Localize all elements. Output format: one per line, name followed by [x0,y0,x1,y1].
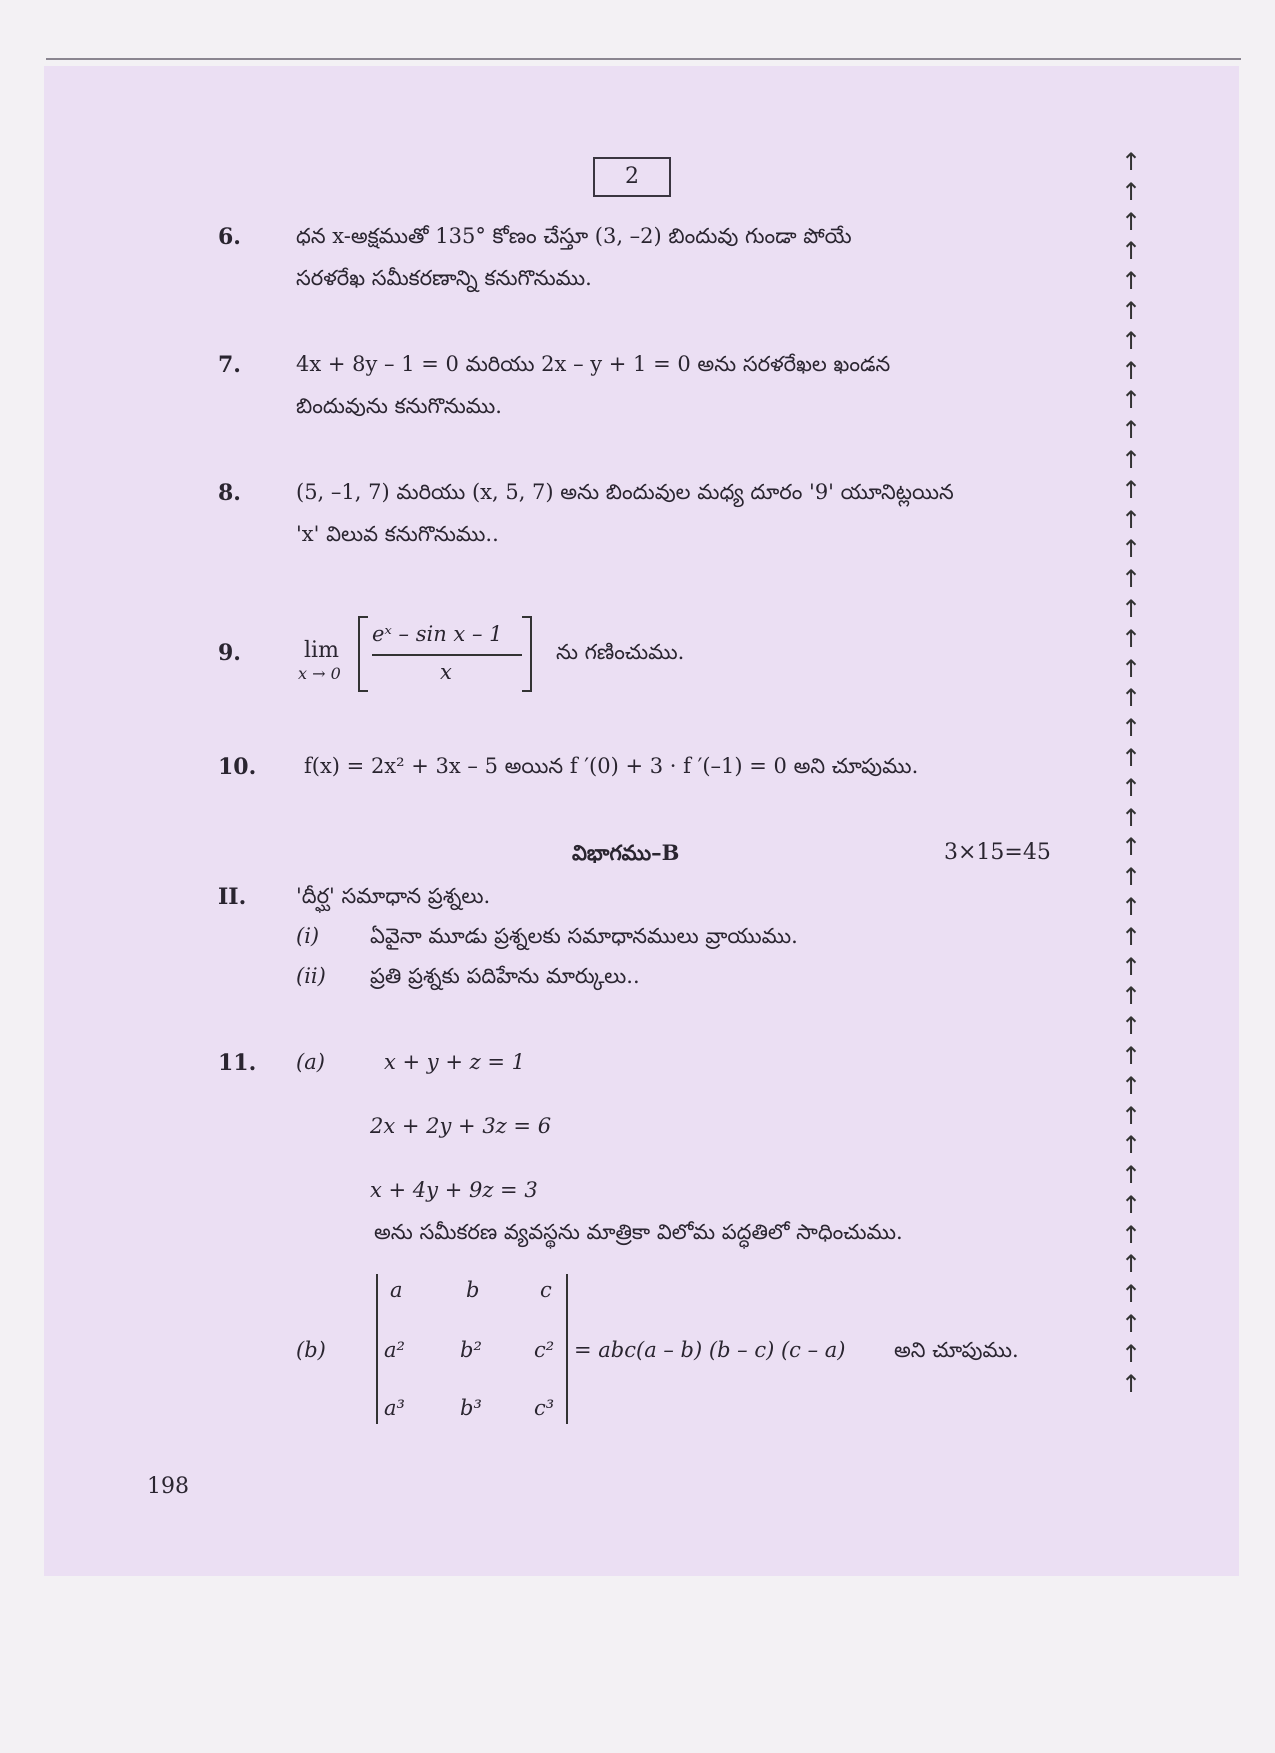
margin-arrow-icon: ↑ [1120,684,1142,713]
margin-arrow-icon: ↑ [1120,1220,1142,1249]
margin-arrow-icon: ↑ [1120,1012,1142,1041]
fraction-numerator: eˣ – sin x – 1 [372,622,503,646]
part-label: (a) [296,1050,325,1074]
question-text-line: అను సమీకరణ వ్యవస్థను మాత్రికా విలోమ పద్ధతిలో సాధించుము. [374,1220,903,1244]
page-number-box: 2 [593,157,671,197]
instruction-text: ఏవైనా మూడు ప్రశ్నలకు సమాధానములు వ్రాయుము. [370,924,798,948]
matrix-cell: a [390,1278,403,1302]
equation: x + y + z = 1 [384,1050,525,1074]
fraction-bar [372,654,522,656]
question-number: 7. [218,352,241,378]
question-number: 8. [218,480,241,506]
fraction-denominator: x [440,660,452,684]
question-number: 6. [218,224,241,250]
question-text-line: 4x + 8y – 1 = 0 మరియు 2x – y + 1 = 0 అను సరళరేఖల ఖండన [296,352,891,376]
question-number: 10. [218,754,257,780]
margin-arrow-icon: ↑ [1120,1280,1142,1309]
determinant-rhs: = abc(a – b) (b – c) (c – a) [574,1338,846,1362]
margin-arrow-icon: ↑ [1120,1131,1142,1160]
margin-arrow-icon: ↑ [1120,654,1142,683]
equation: 2x + 2y + 3z = 6 [370,1114,552,1138]
limit-operator: lim [304,638,339,663]
margin-arrow-icon: ↑ [1120,1041,1142,1070]
equation: x + 4y + 9z = 3 [370,1178,538,1202]
footer-page-number: 198 [147,1474,189,1499]
margin-arrow-icon: ↑ [1120,296,1142,325]
margin-arrow-icon: ↑ [1120,1071,1142,1100]
margin-arrow-icon: ↑ [1120,326,1142,355]
matrix-cell: b [466,1278,480,1302]
margin-arrow-icon: ↑ [1120,505,1142,534]
instruction-text: ప్రతి ప్రశ్నకు పదిహేను మార్కులు.. [370,964,640,988]
margin-arrow-icon: ↑ [1120,207,1142,236]
margin-arrow-icon: ↑ [1120,416,1142,445]
margin-arrow-icon: ↑ [1120,237,1142,266]
margin-arrow-icon: ↑ [1120,1339,1142,1368]
margin-arrow-icon: ↑ [1120,863,1142,892]
determinant-right-bar [566,1274,568,1424]
margin-arrow-icon: ↑ [1120,445,1142,474]
margin-arrow-icon: ↑ [1120,833,1142,862]
question-text-line: ధన x-అక్షముతో 135° కోణం చేస్తూ (3, –2) బిందువు గుండా పోయే [296,224,852,248]
margin-arrow-icon: ↑ [1120,803,1142,832]
right-bracket [522,616,532,692]
margin-arrow-icon: ↑ [1120,743,1142,772]
instruction-label: (ii) [296,964,326,988]
margin-arrow-icon: ↑ [1120,1190,1142,1219]
margin-arrow-icon: ↑ [1120,594,1142,623]
matrix-cell: c³ [534,1396,555,1420]
margin-arrow-icon: ↑ [1120,922,1142,951]
question-text-line: బిందువును కనుగొనుము. [296,394,502,418]
question-text-line: అని చూపుము. [894,1338,1019,1362]
determinant-left-bar [376,1274,378,1424]
question-number: 11. [218,1050,257,1076]
margin-arrow-icon: ↑ [1120,1310,1142,1339]
margin-arrow-icon: ↑ [1120,1161,1142,1190]
margin-arrow-icon: ↑ [1120,535,1142,564]
margin-arrow-icon: ↑ [1120,982,1142,1011]
margin-arrow-icon: ↑ [1120,624,1142,653]
matrix-cell: a² [384,1338,405,1362]
margin-arrow-icon: ↑ [1120,1369,1142,1398]
top-divider [46,58,1241,60]
left-bracket [358,616,368,692]
question-text-line: (5, –1, 7) మరియు (x, 5, 7) అను బిందువుల మధ్య దూరం '9' యూనిట్లయిన [296,480,954,504]
margin-arrow-icon: ↑ [1120,356,1142,385]
instruction-label: (i) [296,924,320,948]
margin-arrow-icon: ↑ [1120,565,1142,594]
question-text-line: f(x) = 2x² + 3x – 5 అయిన f ′(0) + 3 · f ′(–1) = 0 అని చూపుము. [304,754,919,778]
margin-arrow-icon: ↑ [1120,1101,1142,1130]
limit-subscript: x → 0 [298,664,341,683]
question-number: 9. [218,640,241,666]
section-title: విభాగము–B [572,840,680,865]
margin-arrow-icon: ↑ [1120,267,1142,296]
margin-arrow-icon: ↑ [1120,714,1142,743]
matrix-cell: b³ [460,1396,482,1420]
margin-arrows [1119,148,1143,1399]
question-text-line: 'x' విలువ కనుగొనుము.. [296,522,499,546]
question-text-line: ను గణించుము. [556,640,685,664]
instruction-heading: 'దీర్ఘ' సమాధాన ప్రశ్నలు. [296,884,491,908]
part-label: (b) [296,1338,326,1362]
margin-arrow-icon: ↑ [1120,773,1142,802]
margin-arrow-icon: ↑ [1120,952,1142,981]
margin-arrow-icon: ↑ [1120,177,1142,206]
margin-arrow-icon: ↑ [1120,475,1142,504]
matrix-cell: b² [460,1338,482,1362]
margin-arrow-icon: ↑ [1120,892,1142,921]
margin-arrow-icon: ↑ [1120,1250,1142,1279]
margin-arrow-icon: ↑ [1120,386,1142,415]
section-marks: 3×15=45 [944,840,1051,865]
margin-arrow-icon: ↑ [1120,148,1142,176]
matrix-cell: c² [534,1338,555,1362]
instruction-number: II. [218,884,247,910]
question-text-line: సరళరేఖ సమీకరణాన్ని కనుగొనుము. [296,266,592,290]
matrix-cell: c [540,1278,552,1302]
matrix-cell: a³ [384,1396,405,1420]
